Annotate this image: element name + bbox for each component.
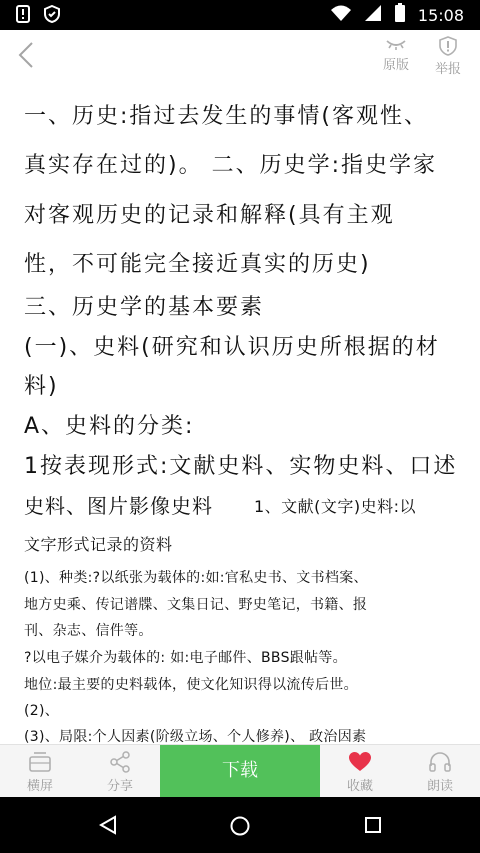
landscape-button[interactable] [0,745,80,797]
landscape-label: 横屏 [26,779,53,794]
notification-icon [16,5,30,27]
battery-icon [394,3,406,27]
favorite-button[interactable] [320,745,400,797]
landscape-icon [28,751,52,773]
text-line: (2)、 [24,703,60,719]
text-line: 1按表现形式:文献史料、实物史料、口述 [24,454,458,479]
text-line: 真实存在过的)。 二、历史学:指史学家 [24,153,437,178]
favorite-label: 收藏 [346,779,373,794]
text-line: 刊、杂志、信件等。 [24,623,153,639]
top-bar [0,30,480,80]
system-nav-bar [0,797,480,853]
share-icon [108,751,132,773]
text-line: (3)、局限:个人因素(阶级立场、个人修养)、 政治因素 [24,729,367,744]
square-recents-icon [363,815,383,835]
nav-recents-button[interactable] [363,815,383,839]
text-line: (1)、种类:?以纸张为载体的:如:官私史书、文书档案、 [24,570,368,586]
text-line: 三、历史学的基本要素 [24,295,265,320]
text-line: 性，不可能完全接近真实的历史) [24,252,371,277]
read-aloud-button[interactable] [400,745,480,797]
shield-icon [44,5,60,27]
status-bar [0,0,480,30]
heart-icon [348,751,372,773]
report-shield-icon [438,36,458,56]
circle-home-icon [229,815,251,837]
nav-home-button[interactable] [229,815,251,841]
text-line: 一、历史:指过去发生的事情(客观性、 [24,104,428,129]
read-aloud-label: 朗读 [426,779,453,794]
status-time: 15:08 [417,5,464,25]
text-line: 料) [24,374,59,399]
back-button[interactable] [14,40,38,70]
share-button[interactable] [80,745,160,797]
signal-icon [364,4,382,26]
original-label: 原版 [382,58,409,73]
text-line: 史料、图片影像史料 [24,494,213,518]
original-version-button[interactable] [376,36,416,73]
report-button[interactable] [428,36,468,77]
triangle-back-icon [98,815,118,835]
headphones-icon [428,751,452,773]
text-line: 对客观历史的记录和解释(具有主观 [24,203,395,228]
text-line: A、史料的分类: [24,414,195,439]
share-label: 分享 [106,779,133,794]
eye-closed-icon [384,36,408,52]
text-line: 地位:最主要的史料载体，使文化知识得以流传后世。 [24,677,358,693]
bottom-action-bar [0,744,480,797]
text-line: 地方史乘、传记谱牒、文集日记、野史笔记，书籍、报 [24,597,368,613]
report-label: 举报 [434,62,461,77]
nav-back-button[interactable] [98,815,118,839]
document-content [0,80,480,744]
text-line: (一)、史料(研究和认识历史所根据的材 [24,335,440,360]
text-line: 1、文献(文字)史料:以 [254,497,417,516]
text-line: ?以电子媒介为载体的: 如:电子邮件、BBS跟帖等。 [24,650,347,666]
text-line: 文字形式记录的资料 [24,535,173,554]
chevron-left-icon [14,40,38,70]
download-button[interactable]: 下载 [160,745,320,797]
wifi-icon [330,4,352,26]
